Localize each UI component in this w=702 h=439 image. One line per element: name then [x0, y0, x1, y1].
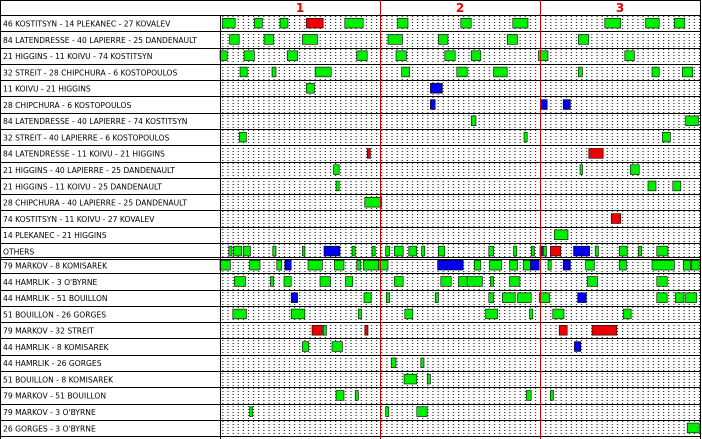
event-green — [623, 309, 631, 319]
event-green — [578, 35, 588, 45]
event-green — [394, 277, 403, 287]
event-blue — [574, 342, 580, 352]
event-green — [657, 277, 667, 287]
event-green — [336, 181, 339, 191]
event-green — [277, 260, 282, 270]
event-green — [352, 246, 355, 256]
event-green — [471, 51, 481, 61]
event-green — [531, 246, 534, 256]
event-green — [405, 309, 413, 319]
event-red — [611, 214, 621, 224]
event-green — [457, 67, 467, 77]
event-green — [302, 246, 305, 256]
event-green — [605, 18, 621, 28]
event-green — [306, 83, 314, 93]
event-green — [239, 132, 246, 142]
event-green — [538, 51, 548, 61]
event-blue — [291, 293, 297, 303]
event-green — [421, 358, 424, 368]
event-red — [559, 325, 567, 335]
event-green — [461, 18, 471, 28]
event-green — [250, 260, 260, 270]
event-green — [365, 197, 382, 207]
event-green — [445, 51, 455, 61]
event-green — [657, 246, 668, 256]
event-blue — [530, 260, 539, 270]
row-label: 79 MARKOV - 32 STREIT — [3, 326, 94, 336]
event-green — [507, 35, 517, 45]
event-green — [682, 67, 692, 77]
event-green — [233, 309, 247, 319]
event-green — [686, 293, 697, 303]
event-green — [404, 374, 417, 384]
event-green — [222, 18, 235, 28]
event-green — [514, 246, 517, 256]
event-green — [648, 181, 656, 191]
event-green — [548, 260, 551, 270]
row-label: 84 LATENDRESSE - 40 LAPIERRE - 74 KOSTITSYN — [3, 117, 188, 127]
event-green — [264, 35, 274, 45]
row-label: 84 LATENDRESSE - 40 LAPIERRE - 25 DANDENAULT — [3, 35, 197, 45]
event-green — [441, 277, 451, 287]
event-green — [553, 309, 564, 319]
event-green — [363, 260, 378, 270]
event-green — [240, 67, 247, 77]
event-green — [486, 309, 498, 319]
event-red — [592, 325, 617, 335]
event-green — [510, 260, 518, 270]
event-green — [467, 277, 482, 287]
event-green — [595, 246, 598, 256]
event-green — [417, 407, 427, 417]
row-label: 79 MARKOV - 51 BOUILLON — [3, 391, 107, 401]
event-red — [365, 325, 368, 335]
event-green — [471, 116, 476, 126]
event-green — [674, 18, 684, 28]
event-green — [524, 132, 527, 142]
event-green — [438, 246, 444, 256]
event-green — [691, 260, 699, 270]
event-green — [686, 116, 699, 126]
row-label: 21 HIGGINS - 40 LAPIERRE - 25 DANDENAULT — [3, 166, 175, 176]
row-label: 11 KOIVU - 21 HIGGINS — [3, 84, 91, 94]
event-green — [398, 18, 408, 28]
period-label: 2 — [455, 1, 465, 15]
event-green — [308, 260, 322, 270]
event-green — [427, 374, 430, 384]
row-label: 44 HAMRLIK - 3 O'BYRNE — [3, 277, 98, 287]
event-green — [510, 277, 520, 287]
event-green — [273, 246, 276, 256]
event-blue — [430, 83, 442, 93]
row-label: 84 LATENDRESSE - 11 KOIVU - 21 HIGGINS — [3, 149, 165, 159]
event-green — [578, 67, 582, 77]
row-label: 51 BOUILLON - 26 GORGES — [3, 310, 107, 320]
event-green — [490, 277, 493, 287]
event-green — [646, 18, 660, 28]
event-green — [673, 181, 681, 191]
event-blue — [430, 100, 435, 110]
event-green — [580, 165, 583, 175]
event-red — [550, 246, 560, 256]
row-label: 32 STREIT - 40 LAPIERRE - 6 KOSTOPOULOS — [3, 133, 170, 143]
event-green — [619, 260, 626, 270]
event-green — [358, 309, 361, 319]
event-green — [586, 260, 595, 270]
event-blue — [574, 246, 590, 256]
event-green — [657, 293, 667, 303]
event-blue — [285, 260, 291, 270]
event-green — [284, 277, 291, 287]
event-green — [386, 407, 389, 417]
event-green — [334, 260, 344, 270]
event-green — [675, 293, 684, 303]
event-green — [220, 51, 227, 61]
event-green — [489, 246, 494, 256]
event-green — [302, 35, 317, 45]
event-green — [364, 293, 371, 303]
event-green — [523, 260, 530, 270]
event-green — [302, 342, 308, 352]
event-green — [378, 260, 388, 270]
event-green — [625, 51, 635, 61]
event-green — [409, 246, 417, 256]
event-green — [662, 132, 670, 142]
event-green — [683, 260, 690, 270]
row-label: 28 CHIPCHURA - 6 KOSTOPOULOS — [3, 100, 132, 110]
event-green — [587, 277, 597, 287]
row-label: 44 HAMRLIK - 51 BOUILLON — [3, 294, 108, 304]
row-label: 79 MARKOV - 8 KOMISAREK — [3, 261, 108, 271]
event-green — [474, 260, 480, 270]
event-green — [230, 35, 240, 45]
event-green — [638, 246, 641, 256]
event-green — [543, 246, 546, 256]
event-green — [526, 390, 531, 400]
event-green — [355, 390, 358, 400]
row-label: 26 GORGES - 3 O'BYRNE — [3, 424, 96, 434]
event-green — [502, 293, 515, 303]
row-label: 74 KOSTITSYN - 11 KOIVU - 27 KOVALEV — [3, 214, 155, 224]
event-green — [490, 260, 502, 270]
event-green — [272, 67, 276, 77]
row-label: 44 HAMRLIK - 26 GORGES — [3, 359, 102, 369]
event-green — [394, 246, 403, 256]
event-green — [357, 51, 367, 61]
event-green — [323, 325, 326, 335]
event-green — [435, 293, 438, 303]
event-green — [234, 246, 242, 256]
event-green — [458, 277, 467, 287]
event-green — [386, 293, 389, 303]
event-green — [287, 51, 297, 61]
row-label: OTHERS — [3, 247, 35, 257]
event-blue — [578, 293, 587, 303]
event-green — [334, 165, 340, 175]
row-label: 51 BOUILLON - 8 KOMISAREK — [3, 375, 114, 385]
event-green — [438, 35, 448, 45]
event-green — [687, 423, 699, 433]
period-label: 1 — [295, 1, 305, 15]
row-label: 79 MARKOV - 3 O'BYRNE — [3, 408, 96, 418]
event-green — [291, 309, 305, 319]
event-green — [229, 246, 232, 256]
event-green — [630, 165, 639, 175]
row-label: 32 STREIT - 28 CHIPCHURA - 6 KOSTOPOULOS — [3, 68, 178, 78]
event-blue — [324, 246, 340, 256]
event-green — [220, 260, 230, 270]
event-green — [234, 277, 245, 287]
row-label: 21 HIGGINS - 11 KOIVU - 25 DANDENAULT — [3, 182, 162, 192]
row-label: 14 PLEKANEC - 21 HIGGINS — [3, 231, 107, 241]
event-blue — [563, 260, 570, 270]
event-green — [396, 51, 406, 61]
event-green — [652, 260, 674, 270]
event-green — [357, 260, 361, 270]
event-green — [391, 358, 396, 368]
event-green — [619, 246, 627, 256]
event-green — [530, 309, 533, 319]
event-green — [345, 18, 363, 28]
event-green — [518, 293, 532, 303]
event-green — [280, 18, 288, 28]
row-label: 21 HIGGINS - 11 KOIVU - 74 KOSTITSYN — [3, 52, 153, 62]
event-red — [367, 148, 370, 158]
event-green — [315, 67, 331, 77]
event-green — [244, 51, 254, 61]
event-green — [250, 407, 253, 417]
event-blue — [563, 100, 570, 110]
event-red — [312, 325, 322, 335]
row-label: 46 KOSTITSYN - 14 PLEKANEC - 27 KOVALEV — [3, 19, 171, 29]
event-blue — [541, 100, 547, 110]
event-green — [422, 246, 425, 256]
event-green — [336, 390, 344, 400]
event-red — [306, 18, 323, 28]
event-green — [388, 35, 402, 45]
row-label: 44 HAMRLIK - 8 KOMISAREK — [3, 342, 109, 352]
event-green — [494, 67, 508, 77]
event-green — [320, 277, 330, 287]
event-green — [402, 67, 410, 77]
row-label: 28 CHIPCHURA - 40 LAPIERRE - 25 DANDENAULT — [3, 198, 187, 208]
event-green — [372, 246, 375, 256]
event-blue — [438, 260, 464, 270]
event-green — [513, 18, 528, 28]
event-green — [346, 277, 353, 287]
event-green — [652, 67, 659, 77]
event-red — [589, 148, 603, 158]
event-green — [254, 18, 262, 28]
event-green — [550, 390, 553, 400]
event-green — [554, 230, 568, 240]
event-green — [386, 246, 390, 256]
event-green — [489, 293, 494, 303]
event-green — [332, 342, 342, 352]
period-label: 3 — [615, 1, 625, 15]
event-green — [243, 246, 250, 256]
event-green — [270, 277, 273, 287]
